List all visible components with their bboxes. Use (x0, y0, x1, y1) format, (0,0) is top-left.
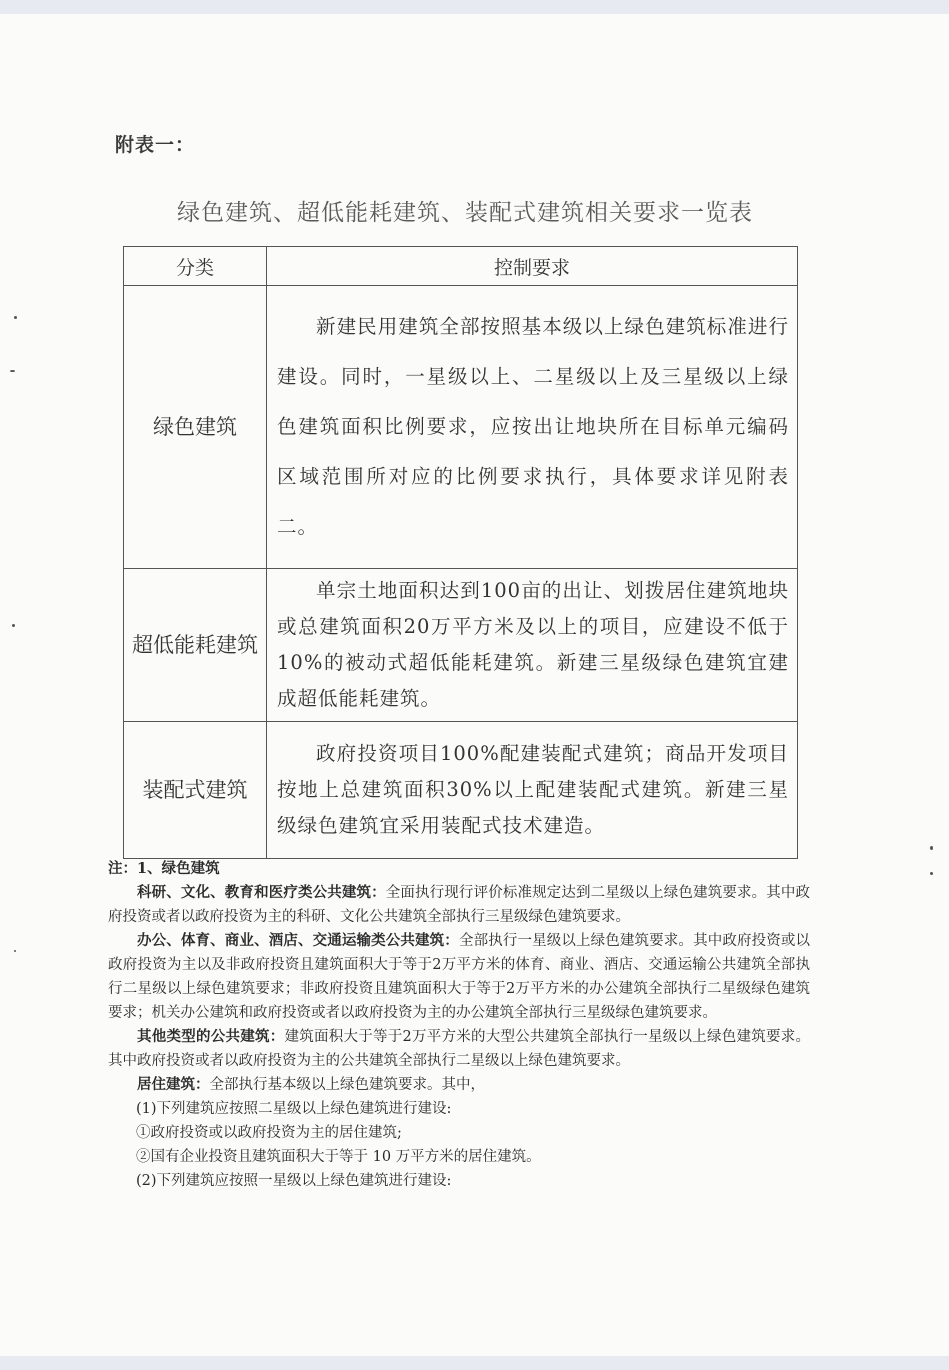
table-header-row (124, 247, 798, 286)
row-category: 超低能耗建筑 (124, 569, 267, 722)
row-requirement: 单宗土地面积达到100亩的出让、划拨居住建筑地块或总建筑面积20万平方米及以上的项目，应建设不低于10%的被动式超低能耗建筑。新建三星级绿色建筑宜建成超低能耗建筑。 (267, 569, 798, 722)
notes-section (108, 857, 810, 1193)
note-lead: 居住建筑： (137, 1076, 210, 1093)
document-title: 绿色建筑、超低能耗建筑、装配式建筑相关要求一览表 (177, 200, 753, 226)
note-paragraph (108, 881, 810, 929)
note-item: ①政府投资或以政府投资为主的居住建筑; (136, 1125, 402, 1141)
note-lead: 其他类型的公共建筑： (137, 1028, 285, 1045)
note-paragraph (108, 929, 810, 1025)
note-text: 全部执行一星级以上绿色建筑要求。其中政府投资或以政府投资为主以及非政府投资且建筑面积大于等于2万平方米的体育、商业、酒店、交通运输公共建筑全部执行二星级以上绿色建筑要求；非政府投资且建筑面积大于等于2万平方米的办公建筑全部执行二星级绿色建筑要求；机关办公建筑和政府投资或者以政府投资为主的办公建筑全部执行三星级绿色建筑要求。 (108, 933, 811, 1021)
document-page (0, 14, 949, 1356)
row-category: 绿色建筑 (124, 286, 267, 569)
note-text: 全面执行现行评价标准规定达到二星级以上绿色建筑要求。其中政府投资或者以政府投资为主的科研、文化公共建筑全部执行三星级绿色建筑要求。 (108, 885, 810, 925)
attachment-label: 附表一： (115, 134, 196, 156)
header-requirement: 控制要求 (267, 247, 798, 286)
table-row (124, 569, 798, 722)
note-text: 建筑面积大于等于2万平方米的大型公共建筑全部执行一星级以上绿色建筑要求。其中政府投资或者以政府投资为主的公共建筑全部执行二星级以上绿色建筑要求。 (108, 1029, 810, 1069)
row-category: 装配式建筑 (124, 722, 267, 859)
note-lead: 办公、体育、商业、酒店、交通运输类公共建筑： (137, 932, 459, 949)
note-item: ②国有企业投资且建筑面积大于等于 10 万平方米的居住建筑。 (136, 1149, 541, 1165)
row-requirement: 政府投资项目100%配建装配式建筑；商品开发项目按地上总建筑面积30%以上配建装配式建筑。新建三星级绿色建筑宜采用装配式技术建造。 (267, 722, 798, 859)
table-row (124, 286, 798, 569)
note-text: 全部执行基本级以上绿色建筑要求。其中， (209, 1077, 485, 1093)
note-item: (1)下列建筑应按照二星级以上绿色建筑进行建设: (136, 1101, 452, 1117)
note-lead: 科研、文化、教育和医疗类公共建筑： (137, 884, 386, 901)
requirements-table (123, 246, 798, 859)
header-category: 分类 (124, 247, 267, 286)
table-row (124, 722, 798, 859)
row-requirement: 新建民用建筑全部按照基本级以上绿色建筑标准进行建设。同时，一星级以上、二星级以上及三星级以上绿色建筑面积比例要求，应按出让地块所在目标单元编码区域范围所对应的比例要求执行，具体要求详见附表二。 (267, 286, 798, 569)
note-paragraph (108, 1073, 810, 1097)
note-paragraph (108, 1025, 810, 1073)
notes-heading: 注：1、绿色建筑 (108, 860, 220, 877)
note-item: (2)下列建筑应按照一星级以上绿色建筑进行建设: (136, 1173, 452, 1189)
